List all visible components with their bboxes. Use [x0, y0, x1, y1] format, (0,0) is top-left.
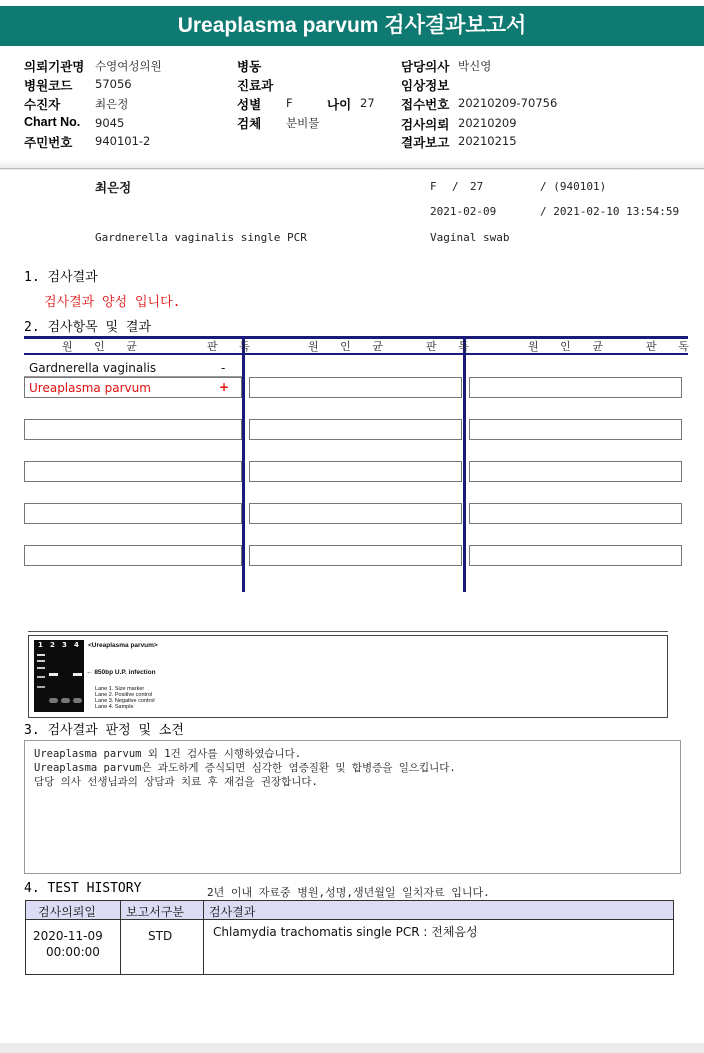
- empty-row-box: [249, 503, 462, 524]
- age-value: 27: [360, 96, 375, 110]
- sex-value: F: [286, 96, 293, 110]
- chart-label: Chart No.: [24, 115, 81, 129]
- gel-band: [37, 660, 45, 662]
- col-pathogen-3: 원 인 균: [528, 340, 612, 353]
- grid-divider-1: [242, 336, 245, 592]
- empty-row-box: [24, 545, 242, 566]
- summary-date2: / 2021-02-10 13:54:59: [540, 205, 680, 218]
- id-value: 940101-2: [95, 134, 151, 148]
- gel-band: [49, 698, 58, 703]
- pathogen-result: -: [221, 361, 226, 375]
- request-value: 20210209: [458, 116, 517, 130]
- age-label: 나이: [327, 98, 352, 112]
- specimen-label: 검체: [237, 117, 262, 131]
- history-note: 2년 이내 자료중 병원,성명,생년월일 일치자료 입니다.: [207, 886, 490, 899]
- history-header-date: 검사의뢰일: [38, 905, 96, 919]
- gel-band-label: 850bp U.P. infection: [94, 669, 156, 676]
- summary-slash: /: [452, 180, 459, 193]
- history-header-type: 보고서구분: [126, 905, 184, 919]
- opinion-line: Ureaplasma parvum은 과도하게 증식되면 심각한 염증질환 및 합병증을 일으킵니다.: [34, 762, 456, 774]
- empty-row-box: [469, 419, 682, 440]
- page-bottom-strip: [0, 1043, 704, 1053]
- summary-age: 27: [470, 180, 484, 193]
- summary-date1: 2021-02-09: [430, 205, 497, 218]
- sex-label: 성별: [237, 98, 262, 112]
- gel-band: [37, 686, 45, 688]
- report-title: Ureaplasma parvum 검사결과보고서: [0, 6, 704, 46]
- doctor-value: 박신영: [458, 59, 492, 73]
- section-2-title: 2. 검사항목 및 결과: [24, 320, 152, 335]
- doctor-label: 담당의사: [401, 60, 450, 74]
- empty-row-box: [469, 503, 682, 524]
- ward-label: 병동: [237, 60, 262, 74]
- gel-legend-item: Lane 1. Size marker: [95, 686, 145, 692]
- gel-lane-label: 2: [50, 641, 55, 649]
- history-result: Chlamydia trachomatis single PCR : 전체음성: [213, 925, 478, 939]
- empty-row-box: [249, 377, 462, 398]
- gel-band: [73, 698, 82, 703]
- history-type: STD: [148, 929, 173, 943]
- dept-label: 진료과: [237, 79, 274, 93]
- header-divider-line: [0, 168, 704, 169]
- grid-divider-2: [463, 336, 466, 592]
- gel-band: [61, 698, 70, 703]
- section-1-title: 1. 검사결과: [24, 270, 98, 285]
- report-date-value: 20210215: [458, 134, 517, 148]
- history-header-row: [25, 900, 674, 920]
- gel-lane-label: 1: [38, 641, 43, 649]
- chart-value: 9045: [95, 116, 125, 130]
- gel-band: [37, 667, 45, 669]
- summary-sex: F: [430, 180, 437, 193]
- empty-row-box: [469, 377, 682, 398]
- code-value: 57056: [95, 77, 132, 91]
- empty-row-box: [24, 503, 242, 524]
- empty-row-box: [24, 461, 242, 482]
- empty-row-box: [469, 461, 682, 482]
- pathogen-name: Gardnerella vaginalis: [29, 361, 157, 375]
- result-summary: 검사결과 양성 입니다.: [44, 295, 181, 310]
- empty-row-box: [469, 545, 682, 566]
- summary-name: 최은정: [95, 181, 132, 195]
- gel-band: [37, 654, 45, 656]
- history-col-divider: [120, 900, 121, 975]
- summary-birth: / (940101): [540, 180, 607, 193]
- request-label: 검사의뢰: [401, 118, 450, 132]
- code-label: 병원코드: [24, 79, 73, 93]
- gel-lane-label: 3: [62, 641, 67, 649]
- empty-row-box: [249, 461, 462, 482]
- col-judge-2: 판 독: [426, 340, 478, 353]
- reception-label: 접수번호: [401, 98, 450, 112]
- pathogen-result: +: [219, 380, 230, 394]
- specimen-value: 분비물: [286, 116, 320, 130]
- col-judge-1: 판 독: [207, 340, 259, 353]
- empty-row-box: [24, 419, 242, 440]
- col-pathogen-1: 원 인 균: [62, 340, 146, 353]
- id-label: 주민번호: [24, 136, 73, 150]
- history-time: 00:00:00: [46, 945, 100, 959]
- hospital-value: 수영여성의원: [95, 59, 162, 73]
- col-judge-3: 판 독: [646, 340, 698, 353]
- empty-row-box: [249, 419, 462, 440]
- patient-label: 수진자: [24, 98, 61, 112]
- summary-test: Gardnerella vaginalis single PCR: [95, 231, 307, 244]
- pathogen-name: Ureaplasma parvum: [29, 381, 151, 395]
- gel-legend-item: Lane 3. Negative control: [95, 698, 155, 704]
- hospital-label: 의뢰기관명: [24, 60, 85, 74]
- gel-image: [34, 640, 84, 712]
- history-header-result: 검사결과: [209, 905, 256, 919]
- gel-band: [49, 673, 58, 676]
- gel-band: [37, 676, 45, 678]
- empty-row-box: [249, 545, 462, 566]
- gel-arrow-label: [86, 669, 156, 676]
- section-4-title: 4. TEST HISTORY: [24, 881, 142, 896]
- gel-lane-label: 4: [74, 641, 79, 649]
- summary-sample: Vaginal swab: [430, 231, 510, 244]
- section-3-title: 3. 검사결과 판정 및 소견: [24, 723, 184, 738]
- opinion-line: 담당 의사 선생님과의 상담과 치료 후 재검을 권장합니다.: [34, 776, 318, 788]
- reception-value: 20210209-70756: [458, 96, 558, 110]
- gel-band: [73, 673, 82, 676]
- arrow-left-icon: ←: [86, 669, 93, 676]
- gel-title: <Ureaplasma parvum>: [88, 642, 158, 649]
- gel-top-line: [28, 631, 668, 632]
- gel-legend-item: Lane 2. Positive control: [95, 692, 153, 698]
- report-date-label: 결과보고: [401, 136, 450, 150]
- history-col-divider: [203, 900, 204, 975]
- gel-legend-item: Lane 4. Sample: [95, 704, 134, 710]
- col-pathogen-2: 원 인 균: [308, 340, 392, 353]
- history-date: 2020-11-09: [33, 929, 103, 943]
- clinical-label: 임상정보: [401, 79, 450, 93]
- patient-value: 최은정: [95, 97, 129, 111]
- opinion-line: Ureaplasma parvum 외 1건 검사를 시행하였습니다.: [34, 748, 302, 760]
